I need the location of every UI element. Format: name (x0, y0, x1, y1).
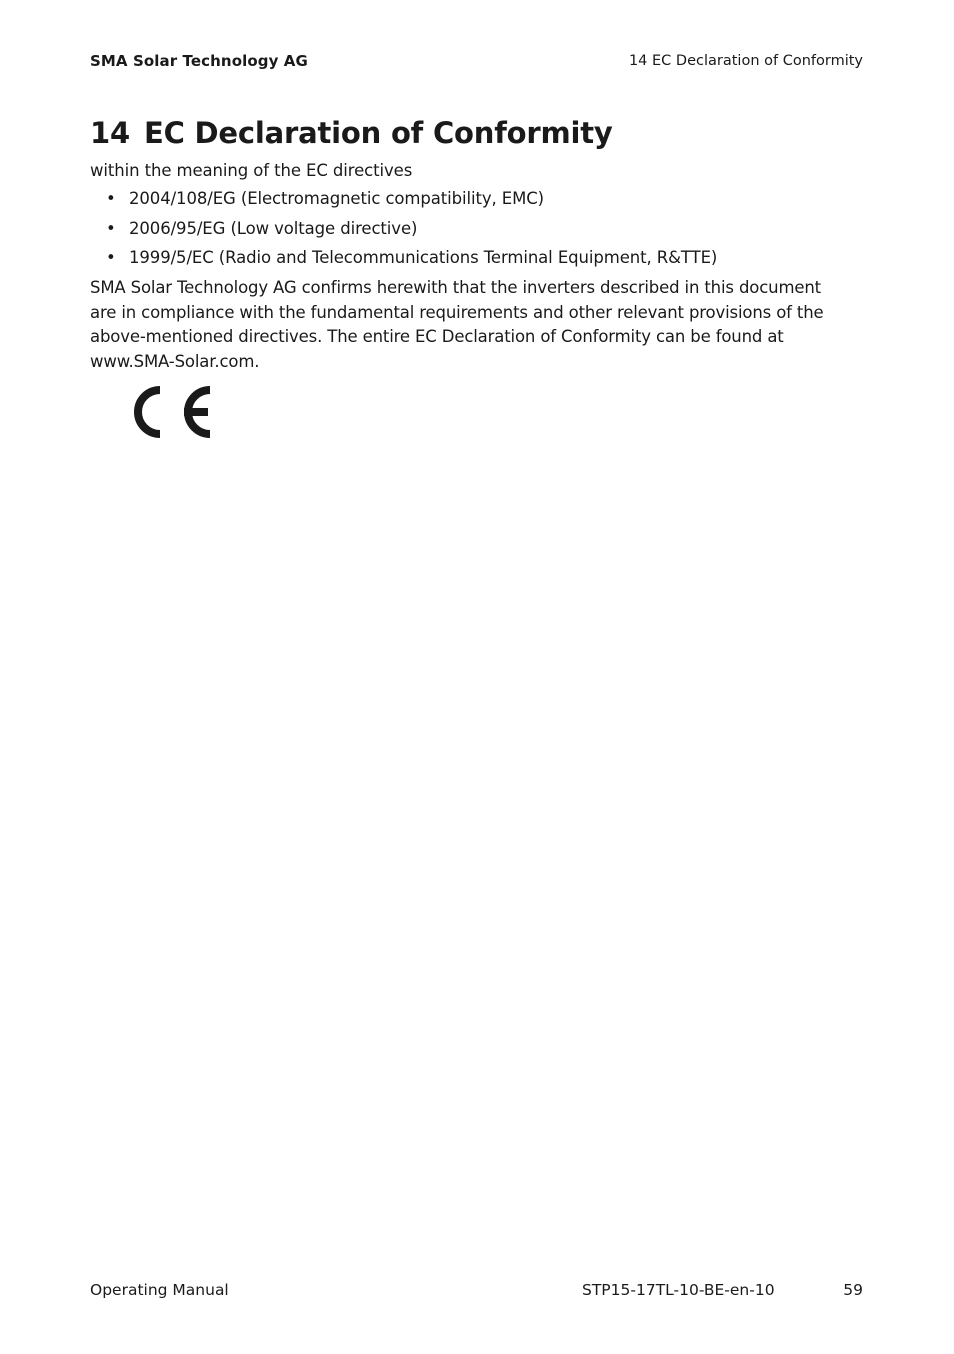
footer-document-id: STP15-17TL-10-BE-en-10 (582, 1281, 775, 1299)
footer-manual: Operating Manual (90, 1281, 229, 1299)
ce-e-crossbar (184, 408, 208, 416)
intro-text: within the meaning of the EC directives (90, 161, 413, 180)
directive-text: 2006/95/EG (Low voltage directive) (129, 218, 418, 238)
header-section: 14 EC Declaration of Conformity (628, 53, 863, 69)
list-item (90, 188, 717, 218)
ce-c-shape (138, 390, 160, 434)
bullet-icon: • (106, 189, 116, 208)
directive-list (90, 188, 717, 277)
directive-text: 2004/108/EG (Electromagnetic compatibility, EMC) (129, 189, 544, 208)
page-number: 59 (843, 1281, 863, 1299)
bullet-icon: • (106, 248, 116, 267)
bullet-icon: • (106, 218, 116, 238)
conformity-statement: SMA Solar Technology AG confirms herewith that the inverters described in this document are in compliance with the fundamental requirements and other relevant provisions of the above-mentioned directives. The entire EC Declaration of Conformity can be found at www.SMA-Solar.com. (90, 278, 824, 371)
chapter-title-text: EC Declaration of Conformity (143, 116, 613, 150)
list-item (90, 218, 717, 248)
ce-mark-icon (126, 381, 216, 443)
chapter-number: 14 (90, 116, 130, 150)
directive-text: 1999/5/EC (Radio and Telecommunications Terminal Equipment, R&TTE) (129, 248, 718, 267)
list-item (90, 247, 717, 277)
header-company: SMA Solar Technology AG (90, 52, 308, 70)
chapter-title (90, 116, 613, 150)
